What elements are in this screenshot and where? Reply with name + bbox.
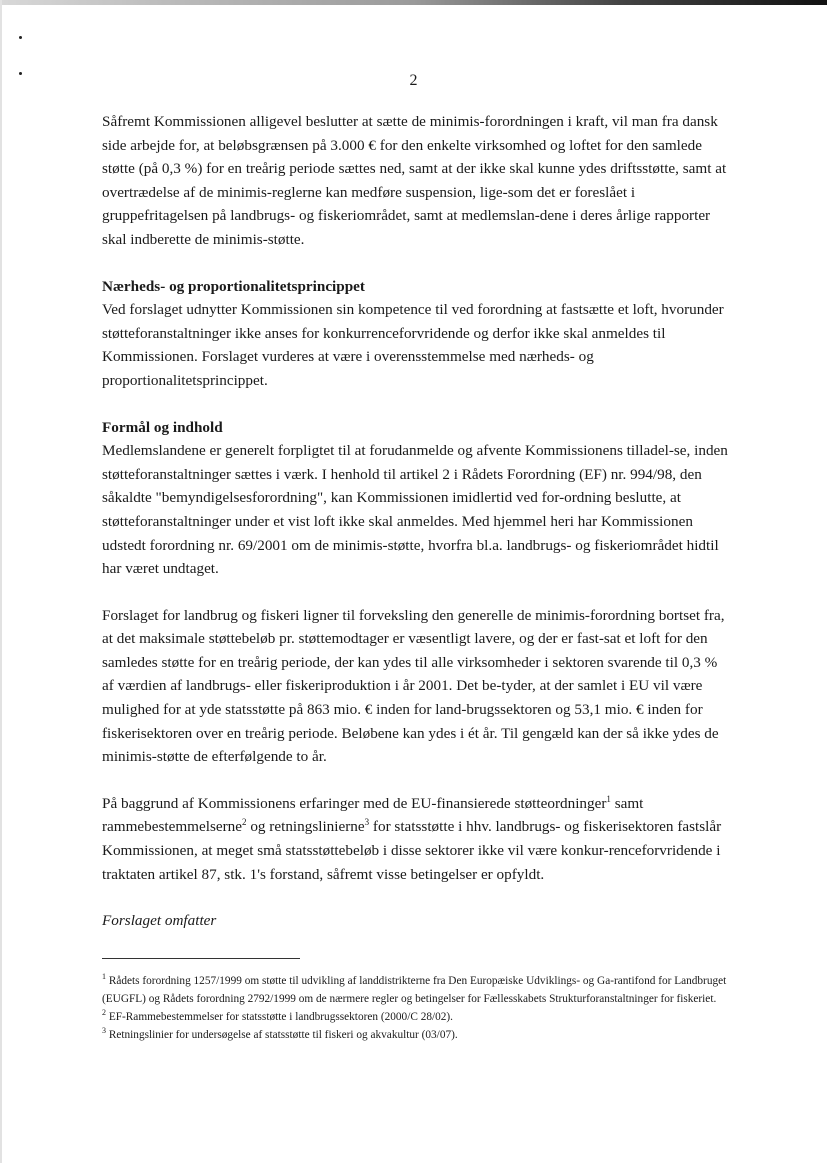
paragraph-5-part-b: samt rammebestemmelserne — [102, 794, 644, 836]
heading-proposal-covers: Forslaget omfatter — [102, 912, 217, 930]
paragraph-5 — [102, 792, 732, 886]
footnote — [102, 972, 732, 1008]
paragraph-4: Forslaget for landbrug og fiskeri ligner til forveksling den generelle de minimis-forordning bortset fra, at det maksimale støttebeløb pr. støttemodtager er væsentligt lavere, og der er fast-sat et loft for den samledes støtte for en treårig periode, der kan ydes til alle virksomheder i sektoren svarende til 0,3 % af værdien af landbrugs- eller fiskeriproduktion i år 2001. Det be-tyder, at der samlet i EU vil være mulighed for at yde statsstøtte på 863 mio. € inden for land-brugssektoren og 53,1 mio. € inden for fiskerisektoren over en treårig periode. Beløbene kan ydes i ét år. Til gengæld kan der så ikke ydes de minimis-støtte de efterfølgende to år. — [102, 606, 725, 766]
paragraph-2: Ved forslaget udnytter Kommissionen sin kompetence til ved forordning at fastsætte et loft, hvorunder støtteforanstaltninger ikke anses for konkurrenceforvridende og derfor ikke skal anmeldes til Kommissionen. Forslaget vurderes at være i overensstemmelse med nærheds- og proportionalitetsprincippet. — [102, 301, 724, 389]
paragraph-5-part-d: for statsstøtte i hhv. landbrugs- og fiskerisektoren fastslår Kommissionen, at meget små statsstøttebeløb i disse sektorer ikke vil være konkur-renceforvridende i traktaten artikel 87, stk. 1's forstand, såfremt visse betingelser er opfyldt. — [102, 818, 722, 883]
footnote-separator — [102, 958, 300, 959]
paragraph-3: Medlemslandene er generelt forpligtet til at forudanmelde og afvente Kommissionens tilladel-se, inden støtteforanstaltninger sættes i værk. I henhold til artikel 2 i Rådets Forordning (EF) nr. 994/98, den såkaldte "bemyndigelsesforordning", kan Kommissionen imidlertid ved for-ordning beslutte, at støtteforanstaltninger under et vist loft ikke skal anmeldes. Med hjemmel heri har Kommissionen udstedt forordning nr. 69/2001 om de minimis-støtte, hvorfra bl.a. landbrugs- og fiskeriområdet hidtil har været undtaget. — [102, 442, 728, 578]
punch-mark — [19, 36, 22, 39]
document-body — [102, 110, 732, 933]
footnote-ref-1: 1 — [606, 793, 611, 804]
footnote-text: Retningslinier for undersøgelse af statsstøtte til fiskeri og akvakultur (03/07). — [108, 1029, 458, 1041]
footnotes — [102, 972, 732, 1044]
heading-subsidiarity: Nærheds- og proportionalitetsprincippet — [102, 277, 365, 295]
footnote-text: EF-Rammebestemmelser for statsstøtte i landbrugssektoren (2000/C 28/02). — [108, 1011, 454, 1023]
footnote-number: 2 — [102, 1008, 106, 1017]
paragraph-5-part-c: og retningslinierne — [246, 818, 365, 836]
footnote — [102, 1026, 732, 1044]
scan-edge-top — [0, 0, 827, 5]
footnote-ref-3: 3 — [364, 817, 370, 828]
footnote-ref-2: 2 — [242, 817, 247, 828]
footnote — [102, 1008, 732, 1026]
page-number: 2 — [409, 72, 418, 89]
paragraph-1: Såfremt Kommissionen alligevel beslutter at sætte de minimis-forordningen i kraft, vil man fra dansk side arbejde for, at beløbsgrænsen på 3.000 € for den enkelte virksomhed og loftet for den samlede støtte (på 0,3 %) for en treårig periode sættes ned, samt at der ikke skal kunne ydes driftsstøtte, samt at overtrædelse af de minimis-reglerne kan medføre suspension, lige-som det er foreslået i gruppefritagelsen på landbrugs- og fiskeriområdet, samt at medlemslan-dene i deres årlige rapporter skal indberette de minimis-støtte. — [102, 113, 727, 248]
heading-purpose: Formål og indhold — [102, 418, 223, 436]
scan-edge-left — [0, 0, 2, 1163]
footnote-text: Rådets forordning 1257/1999 om støtte til udvikling af landdistrikterne fra Den Europæiske Udviklings- og Ga-rantifond for Landbruget (EUGFL) og Rådets forordning 2792/1999 om de nærmere regler og betingelser for Fællesskabets Strukturforanstaltninger for fiskeriet. — [102, 975, 727, 1005]
footnote-number: 1 — [102, 972, 106, 981]
footnote-number: 3 — [102, 1026, 106, 1035]
paragraph-5-part-a: På baggrund af Kommissionens erfaringer med de EU-finansierede støtteordninger — [102, 794, 607, 812]
